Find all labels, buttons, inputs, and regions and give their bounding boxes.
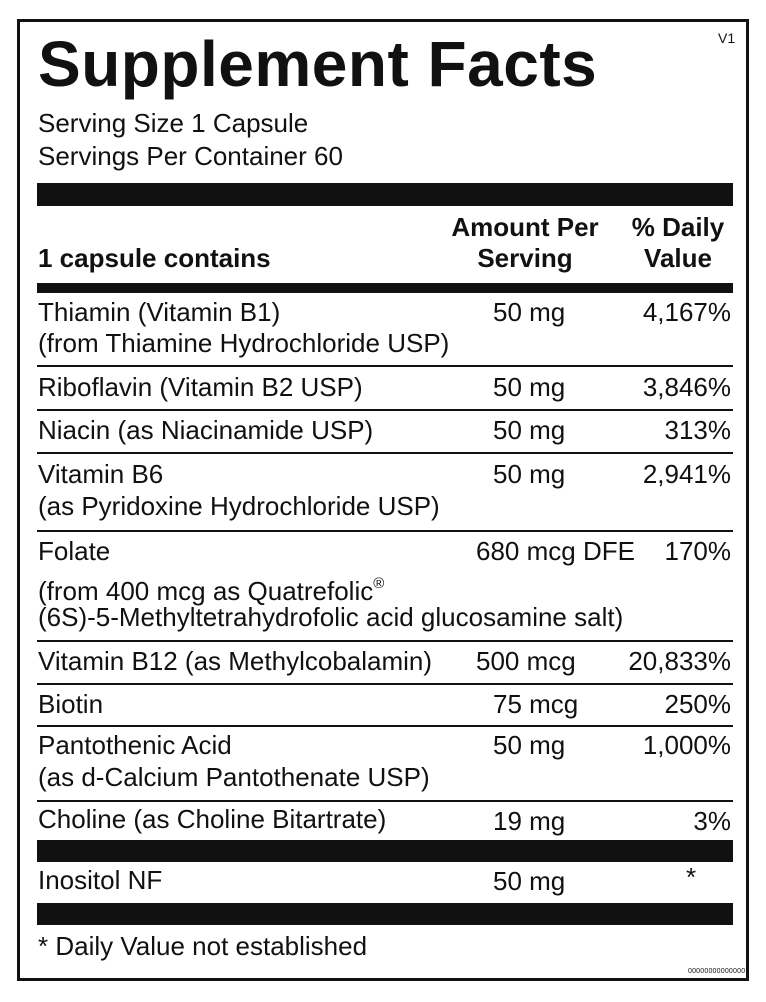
nutrient-dv: 2,941% [642, 459, 731, 489]
nutrient-source-line2: (6S)-5-Methyltetrahydrofolic acid glucosamine salt) [38, 602, 624, 632]
bottom-thick-divider [37, 903, 733, 925]
header-dv-line1: % Daily [631, 212, 725, 242]
registered-mark: ® [373, 575, 385, 592]
header-contains: 1 capsule contains [38, 243, 271, 273]
header-divider [37, 283, 733, 293]
row-divider [37, 640, 733, 642]
nutrient-amount: 75 mcg [493, 689, 579, 719]
nutrient-amount: 50 mg [493, 415, 566, 445]
nutrient-name: Riboflavin (Vitamin B2 USP) [38, 372, 363, 402]
product-code: 00000000000000 [688, 968, 746, 975]
nutrient-source-line1: (from 400 mcg as Quatrefolic® [38, 575, 385, 606]
nutrient-dv: 250% [664, 689, 731, 719]
nutrient-dv: 3% [693, 806, 731, 836]
nutrient-name: Vitamin B6 [38, 459, 164, 489]
nutrient-dv: 170% [664, 536, 731, 566]
nutrient-name: Niacin (as Niacinamide USP) [38, 415, 374, 445]
nutrient-source: (as Pyridoxine Hydrochloride USP) [38, 491, 440, 521]
thick-divider [37, 840, 733, 862]
nutrient-name: Folate [38, 536, 111, 566]
header-amount-line1: Amount Per [451, 212, 599, 242]
nutrient-amount: 50 mg [493, 372, 566, 402]
row-divider [37, 725, 733, 727]
nutrient-dv: 4,167% [642, 297, 731, 327]
nutrient-name: Choline (as Choline Bitartrate) [38, 804, 387, 834]
row-divider [37, 452, 733, 454]
ingredient-dv: * [686, 862, 697, 892]
thick-divider [37, 183, 733, 206]
row-divider [37, 365, 733, 367]
header-amount-line2: Serving [477, 243, 573, 273]
footnote: * Daily Value not established [38, 931, 368, 961]
serving-size: Serving Size 1 Capsule [38, 108, 309, 138]
nutrient-name: Vitamin B12 (as Methylcobalamin) [38, 646, 433, 676]
row-divider [37, 683, 733, 685]
version-code: V1 [718, 30, 736, 46]
label-title: Supplement Facts [38, 28, 598, 100]
servings-per-container: Servings Per Container 60 [38, 141, 343, 171]
row-divider [37, 409, 733, 411]
header-dv-line2: Value [644, 243, 712, 273]
nutrient-dv: 313% [664, 415, 731, 445]
nutrient-dv: 3,846% [642, 372, 731, 402]
nutrient-amount: 50 mg [493, 459, 566, 489]
ingredient-amount: 50 mg [493, 866, 566, 896]
nutrient-amount: 50 mg [493, 730, 566, 760]
nutrient-source: (from Thiamine Hydrochloride USP) [38, 328, 450, 358]
row-divider [37, 530, 733, 532]
row-divider [37, 800, 733, 802]
nutrient-name: Pantothenic Acid [38, 730, 232, 760]
nutrient-name: Thiamin (Vitamin B1) [38, 297, 281, 327]
nutrient-dv: 1,000% [642, 730, 731, 760]
nutrient-amount: 680 mcg DFE [476, 536, 635, 566]
nutrient-name: Biotin [38, 689, 104, 719]
nutrient-amount: 19 mg [493, 806, 566, 836]
nutrient-source: (as d-Calcium Pantothenate USP) [38, 762, 430, 792]
nutrient-amount: 50 mg [493, 297, 566, 327]
nutrient-amount: 500 mcg [476, 646, 576, 676]
ingredient-name: Inositol NF [38, 865, 163, 895]
nutrient-dv: 20,833% [628, 646, 731, 676]
